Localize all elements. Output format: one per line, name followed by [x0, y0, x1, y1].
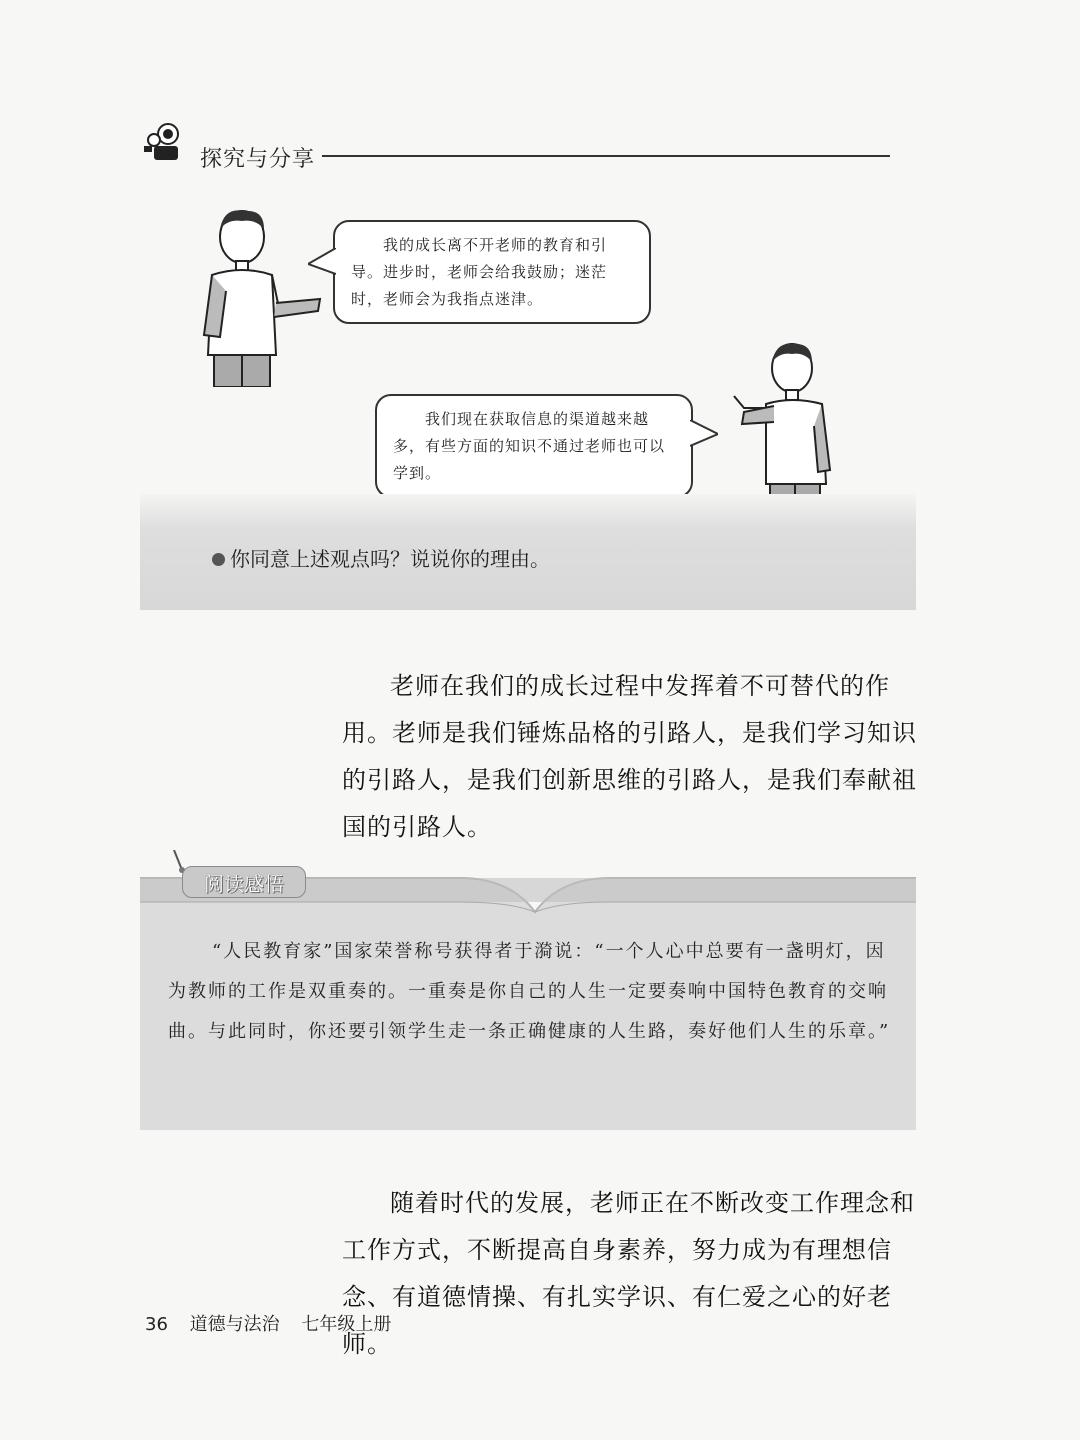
speech-bubble-2-text: 我们现在获取信息的渠道越来越多，有些方面的知识不通过老师也可以学到。: [393, 410, 666, 482]
reading-insight-label: 阅读感悟: [204, 872, 284, 896]
student-figure-left: [200, 205, 330, 391]
page-number: 36: [145, 1314, 168, 1335]
body-paragraph-1-text: 老师在我们的成长过程中发挥着不可替代的作用。老师是我们锤炼品格的引路人，是我们学习知识的引路人，是我们创新思维的引路人，是我们奉献祖国的引路人。: [342, 672, 917, 841]
explore-share-icon: [140, 122, 184, 162]
speech-bubble-2: [375, 394, 693, 498]
section-divider: [322, 155, 890, 157]
speech-bubble-1: [333, 220, 651, 324]
book-grade: 七年级上册: [301, 1314, 392, 1335]
reading-insight-quote: “人民教育家”国家荣誉称号获得者于漪说：“一个人心中总要有一盏明灯，因为教师的工作是双重奏的。一重奏是你自己的人生一定要奏响中国特色教育的交响曲。与此同时，你还要引领学生走一条正确健康的人生路，奏好他们人生的乐章。”: [168, 941, 891, 1042]
speech-bubble-1-text: 我的成长离不开老师的教育和引导。进步时，老师会给我鼓励；迷茫时，老师会为我指点迷津。: [351, 236, 608, 308]
book-subject: 道德与法治: [189, 1314, 280, 1335]
section-title: 探究与分享: [200, 147, 316, 172]
speech-bubble-1-tail: [308, 248, 336, 282]
speech-bubble-2-tail: [690, 420, 718, 454]
body-paragraph-2-text: 随着时代的发展，老师正在不断改变工作理念和工作方式，不断提高自身素养，努力成为有理想信念、有道德情操、有扎实学识、有仁爱之心的好老师。: [342, 1189, 915, 1358]
discussion-question: 你同意上述观点吗？说说你的理由。: [230, 547, 550, 571]
body-paragraph-2: [342, 1180, 920, 1368]
page-footer: [145, 1310, 407, 1336]
reading-insight-text: [168, 932, 898, 1052]
bullet-dot-icon: [212, 553, 225, 566]
body-paragraph-1: [342, 663, 920, 851]
